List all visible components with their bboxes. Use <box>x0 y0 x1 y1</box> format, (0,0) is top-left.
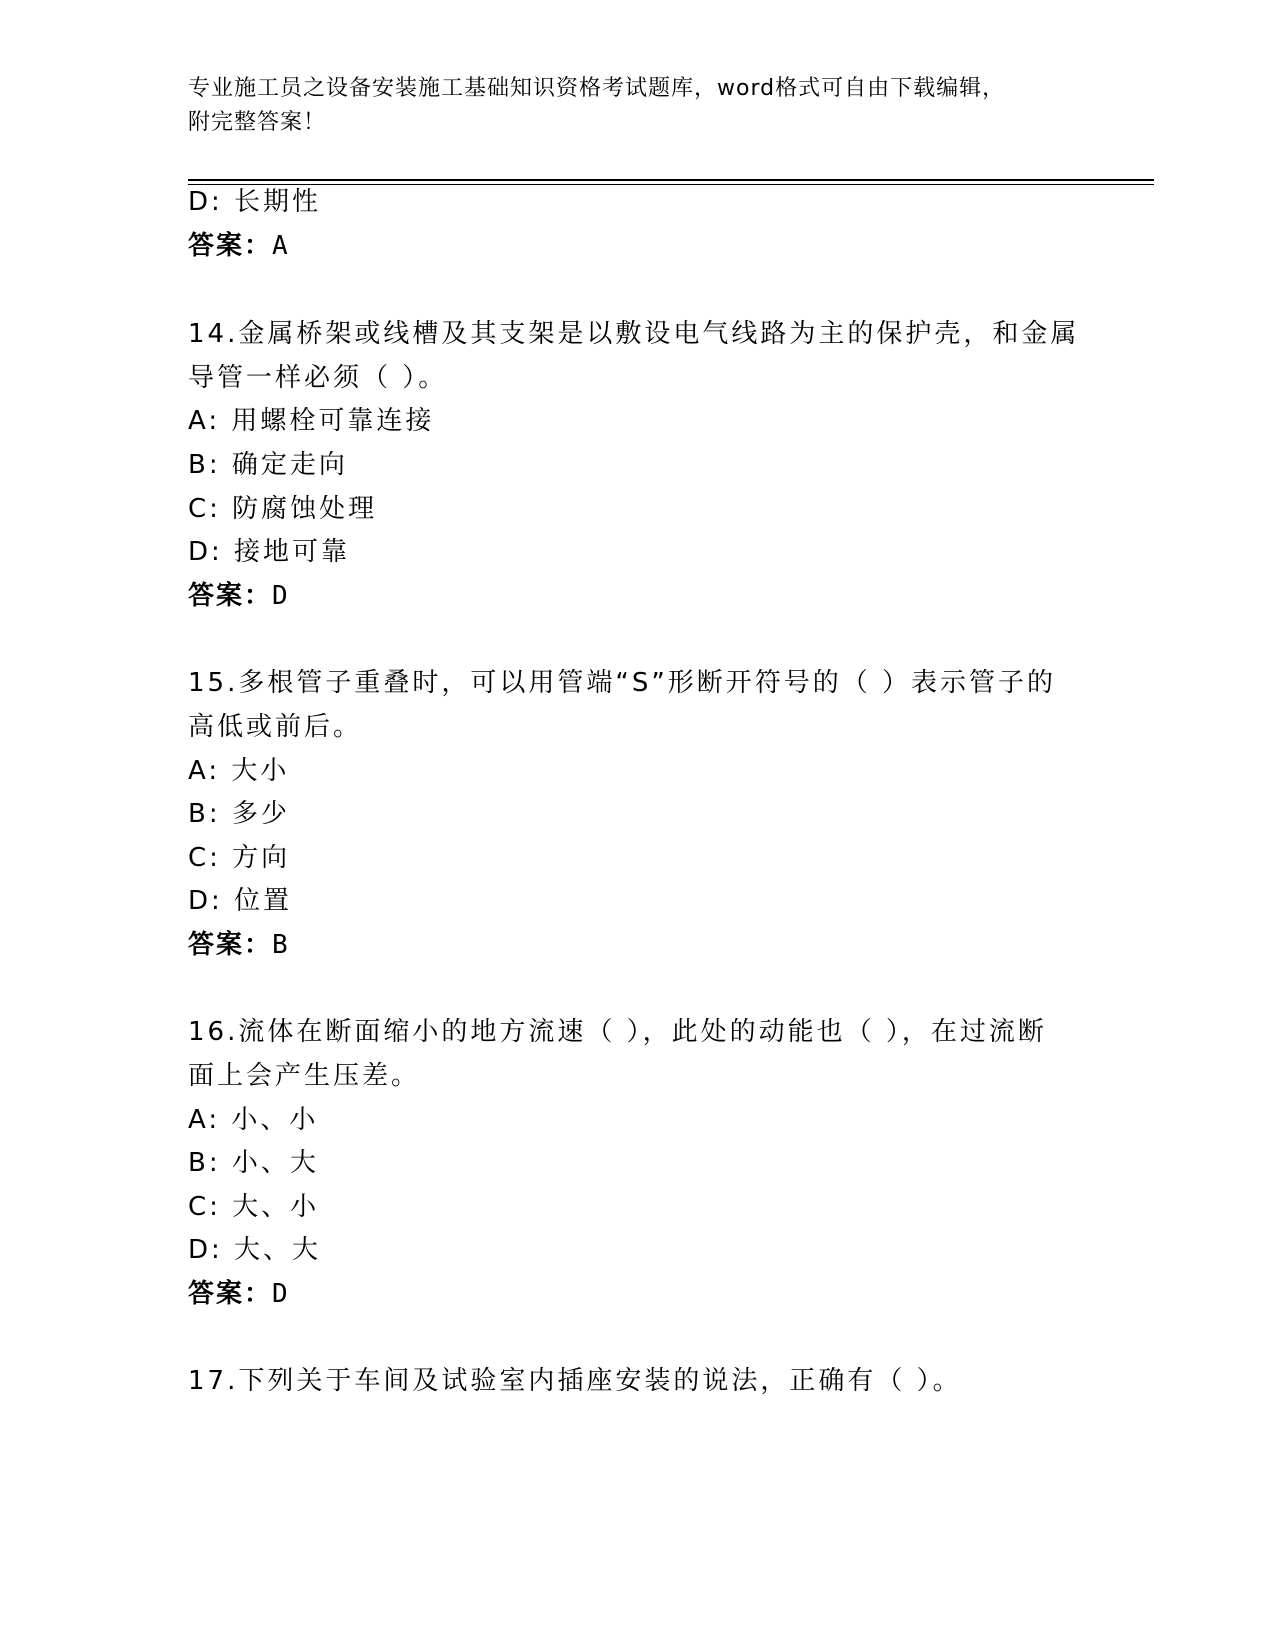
question-15-stem-line-1: 15.多根管子重叠时，可以用管端“S”形断开符号的（ ）表示管子的 <box>188 668 1057 698</box>
prev-question-option-d: D: 长期性 <box>188 187 322 217</box>
question-16-stem-line-1: 16.流体在断面缩小的地方流速（ ），此处的动能也（ ），在过流断 <box>188 1017 1047 1047</box>
question-17-stem-line-1: 17.下列关于车间及试验室内插座安装的说法，正确有（ ）。 <box>188 1366 962 1396</box>
question-16-option-a: A: 小、小 <box>188 1105 319 1135</box>
question-15-option-c: C: 方向 <box>188 843 291 873</box>
answer-label: 答案： <box>188 1279 273 1309</box>
header-line-1: 专业施工员之设备安装施工基础知识资格考试题库，word格式可自由下载编辑， <box>188 76 1006 101</box>
question-16-option-d: D: 大、大 <box>188 1235 322 1265</box>
answer-value: B <box>272 930 288 960</box>
question-14-stem-line-2: 导管一样必须（ ）。 <box>188 363 448 393</box>
question-14-option-c: C: 防腐蚀处理 <box>188 494 378 524</box>
question-15-answer <box>188 923 288 967</box>
prev-question-answer <box>188 224 288 268</box>
question-16-option-b: B: 小、大 <box>188 1148 319 1178</box>
question-14-answer <box>188 574 288 618</box>
question-15-option-d: D: 位置 <box>188 886 293 916</box>
answer-value: D <box>272 1279 288 1309</box>
question-15-option-b: B: 多少 <box>188 799 290 829</box>
question-14-stem-line-1: 14.金属桥架或线槽及其支架是以敷设电气线路为主的保护壳，和金属 <box>188 319 1080 349</box>
header-divider-thin <box>188 184 1154 185</box>
question-16-answer <box>188 1272 288 1316</box>
question-15-stem-line-2: 高低或前后。 <box>188 712 363 742</box>
header-divider-thick <box>188 179 1154 181</box>
question-14-option-a: A: 用螺栓可靠连接 <box>188 406 435 436</box>
answer-value: A <box>272 231 288 261</box>
question-16-stem-line-2: 面上会产生压差。 <box>188 1061 421 1091</box>
answer-label: 答案： <box>188 581 273 611</box>
answer-label: 答案： <box>188 231 273 261</box>
question-16-option-c: C: 大、小 <box>188 1192 320 1222</box>
question-14-option-d: D: 接地可靠 <box>188 537 351 567</box>
answer-label: 答案： <box>188 930 273 960</box>
document-header <box>188 72 1088 140</box>
header-line-2: 附完整答案！ <box>188 110 327 135</box>
question-15-option-a: A: 大小 <box>188 756 290 786</box>
answer-value: D <box>272 581 288 611</box>
question-14-option-b: B: 确定走向 <box>188 450 348 480</box>
